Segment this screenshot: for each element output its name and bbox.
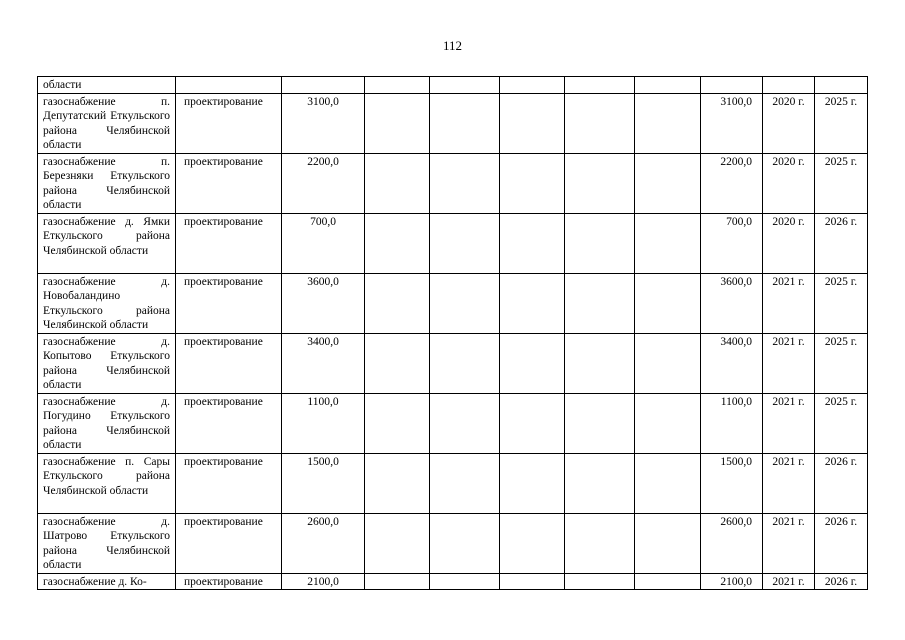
amount: 700,0	[701, 213, 763, 273]
total-amount: 2600,0	[282, 513, 365, 573]
table-row	[38, 453, 868, 513]
total-amount: 3100,0	[282, 93, 365, 153]
end-year: 2026 г.	[815, 213, 868, 273]
amount: 2600,0	[701, 513, 763, 573]
table-row	[38, 273, 868, 333]
start-year: 2020 г.	[763, 93, 815, 153]
start-year: 2021 г.	[763, 513, 815, 573]
total-amount: 3600,0	[282, 273, 365, 333]
total-amount: 2100,0	[282, 573, 365, 590]
amount: 3600,0	[701, 273, 763, 333]
object-name: газоснабжение п. Сары Еткульского района Челябинской области	[38, 453, 176, 513]
start-year: 2021 г.	[763, 333, 815, 393]
work-stage: проектирование	[176, 513, 282, 573]
table-row	[38, 573, 868, 590]
object-name: газоснабжение д. Копытово Еткульского района Челябинской области	[38, 333, 176, 393]
object-name: газоснабжение п. Березняки Еткульского района Челябинской области	[38, 153, 176, 213]
object-name: газоснабжение д. Ямки Еткульского района Челябинской области	[38, 213, 176, 273]
start-year: 2021 г.	[763, 453, 815, 513]
amount: 2200,0	[701, 153, 763, 213]
work-stage: проектирование	[176, 273, 282, 333]
object-name: газоснабжение д. Ко-	[38, 573, 176, 590]
end-year: 2025 г.	[815, 153, 868, 213]
total-amount: 700,0	[282, 213, 365, 273]
end-year: 2026 г.	[815, 573, 868, 590]
page-number: 112	[442, 38, 463, 53]
work-stage: проектирование	[176, 93, 282, 153]
object-name: газоснабжение д. Шатрово Еткульского района Челябинской области	[38, 513, 176, 573]
table-row	[38, 513, 868, 573]
table-row	[38, 333, 868, 393]
table-row	[38, 77, 868, 94]
work-stage: проектирование	[176, 153, 282, 213]
amount: 3100,0	[701, 93, 763, 153]
total-amount: 1500,0	[282, 453, 365, 513]
start-year: 2021 г.	[763, 273, 815, 333]
work-stage: проектирование	[176, 453, 282, 513]
object-name: газоснабжение п. Депутатский Еткульского района Челябинской области	[38, 93, 176, 153]
end-year: 2026 г.	[815, 453, 868, 513]
work-stage: проектирование	[176, 213, 282, 273]
amount: 1100,0	[701, 393, 763, 453]
start-year: 2021 г.	[763, 393, 815, 453]
end-year: 2026 г.	[815, 513, 868, 573]
total-amount: 2200,0	[282, 153, 365, 213]
end-year: 2025 г.	[815, 333, 868, 393]
total-amount: 1100,0	[282, 393, 365, 453]
end-year: 2025 г.	[815, 93, 868, 153]
start-year: 2020 г.	[763, 213, 815, 273]
start-year: 2021 г.	[763, 573, 815, 590]
table-row	[38, 393, 868, 453]
work-stage: проектирование	[176, 573, 282, 590]
amount: 3400,0	[701, 333, 763, 393]
end-year: 2025 г.	[815, 273, 868, 333]
work-stage: проектирование	[176, 393, 282, 453]
amount: 1500,0	[701, 453, 763, 513]
object-name: области	[38, 77, 176, 94]
end-year: 2025 г.	[815, 393, 868, 453]
object-name: газоснабжение д. Погудино Еткульского района Челябинской области	[38, 393, 176, 453]
table-row	[38, 93, 868, 153]
table-row	[38, 213, 868, 273]
work-stage: проектирование	[176, 333, 282, 393]
object-name: газоснабжение д. Новобаландино Еткульского района Челябинской области	[38, 273, 176, 333]
table-row	[38, 153, 868, 213]
amount: 2100,0	[701, 573, 763, 590]
funding-table	[37, 76, 868, 590]
total-amount: 3400,0	[282, 333, 365, 393]
start-year: 2020 г.	[763, 153, 815, 213]
